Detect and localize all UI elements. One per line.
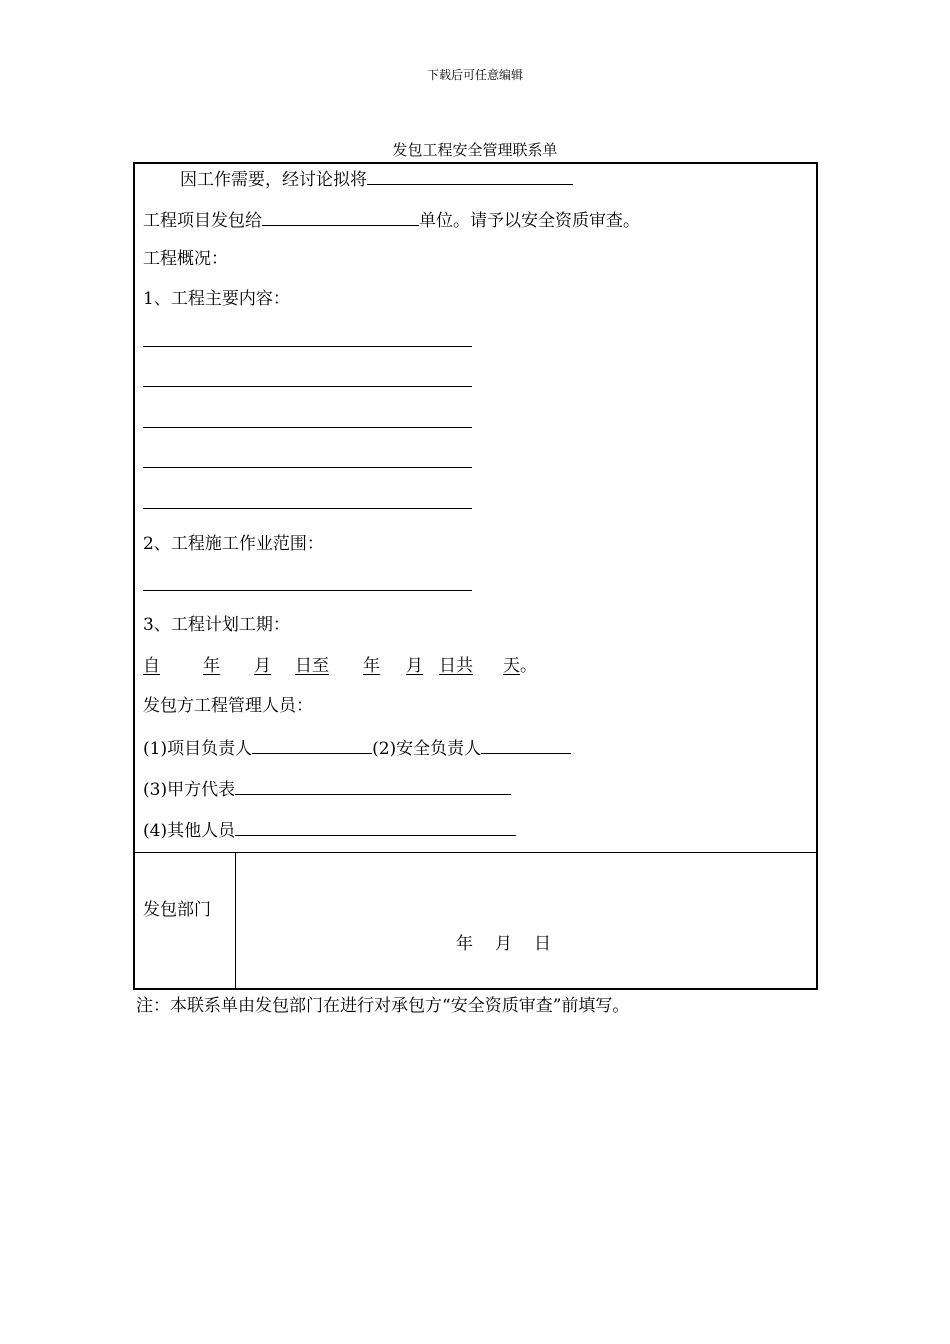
schedule-line <box>143 656 537 676</box>
date-day: 日 <box>534 934 551 954</box>
form-title: 发包工程安全管理联系单 <box>392 141 558 159</box>
section-schedule-label: 3、工程计划工期： <box>143 615 290 635</box>
section-scope-label: 2、工程施工作业范围： <box>143 534 324 554</box>
end-day-blank[interactable] <box>423 656 439 676</box>
other-staff-blank[interactable] <box>235 818 516 836</box>
start-year-blank[interactable] <box>160 656 203 676</box>
safety-lead-blank[interactable] <box>481 736 571 754</box>
schedule-days: 天 <box>503 656 520 676</box>
project-lead-label: (1)项目负责人 <box>143 739 253 759</box>
owner-rep-label: (3)甲方代表 <box>143 780 236 800</box>
overview-label: 工程概况： <box>143 249 228 269</box>
intro-line <box>180 167 573 190</box>
main-content-blank-3[interactable] <box>143 427 472 428</box>
main-content-blank-2[interactable] <box>143 386 472 387</box>
department-date <box>456 934 551 954</box>
date-year: 年 <box>456 934 473 954</box>
main-content-blank-1[interactable] <box>143 346 472 347</box>
schedule-from: 自 <box>143 656 160 676</box>
project-lead-blank[interactable] <box>252 736 372 754</box>
main-content-blank-4[interactable] <box>143 467 472 468</box>
schedule-year-2: 年 <box>363 656 380 676</box>
date-month: 月 <box>495 934 512 954</box>
other-staff-label: (4)其他人员 <box>143 821 236 841</box>
end-month-blank[interactable] <box>380 656 406 676</box>
staff-line-1 <box>143 736 571 759</box>
staff-label: 发包方工程管理人员： <box>143 696 313 716</box>
department-label: 发包部门 <box>143 900 211 920</box>
project-prefix: 工程项目发包给 <box>143 211 262 231</box>
schedule-year-1: 年 <box>203 656 220 676</box>
contractor-blank[interactable] <box>262 208 419 226</box>
schedule-period: 。 <box>520 656 537 676</box>
project-suffix: 单位。请予以安全资质审查。 <box>419 211 640 231</box>
schedule-day-to: 日至 <box>295 656 329 676</box>
schedule-day-total: 日共 <box>439 656 473 676</box>
owner-rep-blank[interactable] <box>235 777 511 795</box>
start-month-blank[interactable] <box>220 656 254 676</box>
staff-line-4 <box>143 818 516 841</box>
schedule-month-2: 月 <box>406 656 423 676</box>
section-main-content-label: 1、工程主要内容： <box>143 289 290 309</box>
form-divider-vertical <box>235 853 236 988</box>
header-note: 下载后可任意编辑 <box>426 68 523 82</box>
schedule-month-1: 月 <box>254 656 271 676</box>
end-year-blank[interactable] <box>329 656 363 676</box>
main-content-blank-5[interactable] <box>143 508 472 509</box>
safety-lead-label: (2)安全负责人 <box>372 739 482 759</box>
intro-blank[interactable] <box>367 167 573 185</box>
scope-blank[interactable] <box>143 590 472 591</box>
staff-line-3 <box>143 777 511 800</box>
start-day-blank[interactable] <box>271 656 295 676</box>
intro-prefix: 因工作需要，经讨论拟将 <box>180 170 367 190</box>
project-line <box>143 208 640 231</box>
total-days-blank[interactable] <box>473 656 503 676</box>
footnote: 注：本联系单由发包部门在进行对承包方“安全资质审查”前填写。 <box>136 996 630 1016</box>
